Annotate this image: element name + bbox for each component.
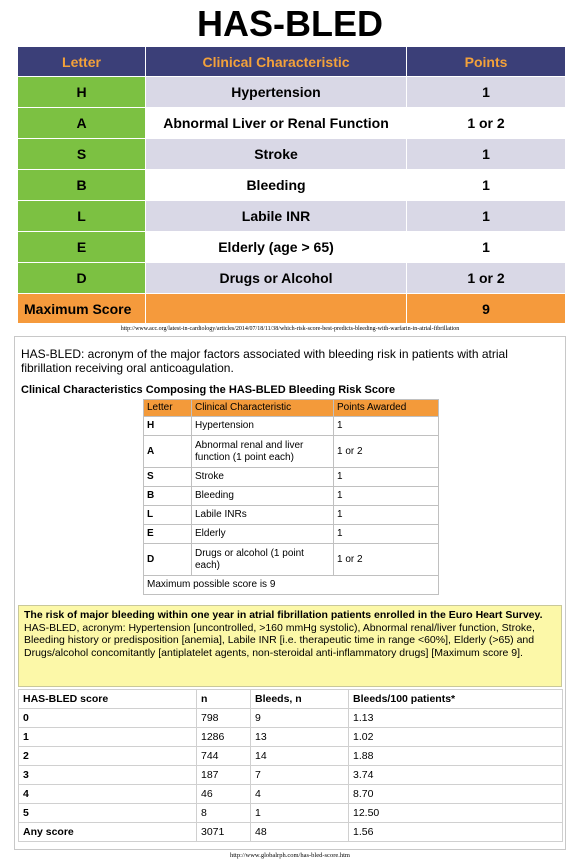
bs-n: 1286 xyxy=(197,728,251,747)
header-points: Points xyxy=(407,47,566,77)
row-points: 1 xyxy=(407,170,566,201)
bs-n: 46 xyxy=(197,785,251,804)
row-letter: S xyxy=(18,139,146,170)
bs-n: 798 xyxy=(197,709,251,728)
row-letter: B xyxy=(18,170,146,201)
risk-title: The risk of major bleeding within one year in atrial fibrillation patients enrolled in the Euro Heart Survey. xyxy=(24,609,543,621)
cc-footer: Maximum possible score is 9 xyxy=(144,576,439,595)
row-characteristic: Bleeding xyxy=(146,170,407,201)
cc-row xyxy=(144,525,439,544)
row-letter: L xyxy=(18,201,146,232)
cc-row xyxy=(144,417,439,436)
table-row xyxy=(18,108,566,139)
max-score-label: Maximum Score xyxy=(18,294,146,324)
max-score-row xyxy=(18,294,566,324)
max-score-spacer xyxy=(146,294,407,324)
cc-row-letter: B xyxy=(144,487,192,506)
row-characteristic: Stroke xyxy=(146,139,407,170)
row-characteristic: Elderly (age > 65) xyxy=(146,232,407,263)
cc-row-points: 1 xyxy=(334,468,439,487)
cc-header-row xyxy=(144,400,439,417)
cc-table-title: Clinical Characteristics Composing the HAS-BLED Bleeding Risk Score xyxy=(21,384,396,396)
bs-bleeds: 48 xyxy=(251,823,349,842)
cc-row-letter: A xyxy=(144,436,192,468)
bs-row xyxy=(19,766,563,785)
max-score-value: 9 xyxy=(407,294,566,324)
bs-n: 3071 xyxy=(197,823,251,842)
row-points: 1 xyxy=(407,139,566,170)
bs-rate: 1.02 xyxy=(349,728,563,747)
bs-rate: 12.50 xyxy=(349,804,563,823)
bs-bleeds: 14 xyxy=(251,747,349,766)
row-letter: A xyxy=(18,108,146,139)
bleeding-score-table xyxy=(18,689,563,842)
table-row xyxy=(18,263,566,294)
bs-n: 744 xyxy=(197,747,251,766)
page-title: HAS-BLED xyxy=(197,3,383,44)
table-row xyxy=(18,232,566,263)
bs-n: 8 xyxy=(197,804,251,823)
bs-bleeds: 9 xyxy=(251,709,349,728)
bs-n: 187 xyxy=(197,766,251,785)
has-bled-table xyxy=(17,46,566,324)
bs-bleeds: 13 xyxy=(251,728,349,747)
row-letter: E xyxy=(18,232,146,263)
source-url-acc[interactable]: http://www.acc.org/latest-in-cardiology/articles/2014/07/18/11/38/which-risk-score-best-predicts-bleeding-with-warfarin-in-atrial-fibrillation xyxy=(120,326,460,332)
scanned-document xyxy=(14,336,566,850)
risk-note-box xyxy=(18,605,562,687)
cc-row-letter: L xyxy=(144,506,192,525)
cc-row-points: 1 xyxy=(334,506,439,525)
cc-row xyxy=(144,468,439,487)
row-letter: D xyxy=(18,263,146,294)
row-points: 1 xyxy=(407,201,566,232)
bs-rate: 1.88 xyxy=(349,747,563,766)
cc-row xyxy=(144,436,439,468)
cc-row-points: 1 xyxy=(334,417,439,436)
cc-row-characteristic: Drugs or alcohol (1 point each) xyxy=(192,544,334,576)
bs-score: 5 xyxy=(19,804,197,823)
bs-bleeds: 4 xyxy=(251,785,349,804)
bs-header-bleeds: Bleeds, n xyxy=(251,690,349,709)
cc-row-letter: H xyxy=(144,417,192,436)
row-characteristic: Abnormal Liver or Renal Function xyxy=(146,108,407,139)
risk-body: HAS-BLED, acronym: Hypertension [uncontrolled, >160 mmHg systolic), Abnormal renal/liver function, Stroke, Bleeding history or predisposition [anemia], Labile INR [i.e. therapeutic time in range <60%], Elderly (>65) and Drugs/alcohol concomitantly [antiplatelet agents, non-steroidal anti-inflammatory drugs] [Maximum score 9]. xyxy=(24,621,535,659)
bs-header-rate: Bleeds/100 patients* xyxy=(349,690,563,709)
bs-score: 2 xyxy=(19,747,197,766)
row-characteristic: Labile INR xyxy=(146,201,407,232)
bs-rate: 1.13 xyxy=(349,709,563,728)
header-letter: Letter xyxy=(18,47,146,77)
bs-row xyxy=(19,804,563,823)
cc-row-points: 1 or 2 xyxy=(334,544,439,576)
bs-bleeds: 7 xyxy=(251,766,349,785)
table-row xyxy=(18,201,566,232)
bs-bleeds: 1 xyxy=(251,804,349,823)
row-points: 1 or 2 xyxy=(407,263,566,294)
cc-header-characteristic: Clinical Characteristic xyxy=(192,400,334,417)
bs-row xyxy=(19,747,563,766)
cc-row-points: 1 xyxy=(334,487,439,506)
bs-row xyxy=(19,785,563,804)
cc-row-characteristic: Labile INRs xyxy=(192,506,334,525)
cc-row-characteristic: Stroke xyxy=(192,468,334,487)
cc-row-letter: E xyxy=(144,525,192,544)
table-row xyxy=(18,77,566,108)
cc-row-characteristic: Abnormal renal and liver function (1 point each) xyxy=(192,436,334,468)
bs-row xyxy=(19,728,563,747)
bs-row xyxy=(19,709,563,728)
bs-rate: 8.70 xyxy=(349,785,563,804)
cc-row xyxy=(144,487,439,506)
cc-row-letter: S xyxy=(144,468,192,487)
source-url-globalrph[interactable]: http://www.globalrph.com/has-bled-score.htm xyxy=(230,852,350,859)
row-points: 1 xyxy=(407,77,566,108)
cc-row-characteristic: Hypertension xyxy=(192,417,334,436)
table-header-row xyxy=(18,47,566,77)
row-letter: H xyxy=(18,77,146,108)
bs-score: 3 xyxy=(19,766,197,785)
row-characteristic: Drugs or Alcohol xyxy=(146,263,407,294)
cc-row xyxy=(144,506,439,525)
cc-row-characteristic: Bleeding xyxy=(192,487,334,506)
cc-row xyxy=(144,544,439,576)
cc-footer-row xyxy=(144,576,439,595)
bs-score: 1 xyxy=(19,728,197,747)
bs-header-n: n xyxy=(197,690,251,709)
bs-rate: 1.56 xyxy=(349,823,563,842)
bs-row xyxy=(19,823,563,842)
cc-row-points: 1 xyxy=(334,525,439,544)
cc-header-letter: Letter xyxy=(144,400,192,417)
table-row xyxy=(18,139,566,170)
row-points: 1 or 2 xyxy=(407,108,566,139)
cc-row-letter: D xyxy=(144,544,192,576)
table-row xyxy=(18,170,566,201)
row-points: 1 xyxy=(407,232,566,263)
cc-header-points: Points Awarded xyxy=(334,400,439,417)
header-characteristic: Clinical Characteristic xyxy=(146,47,407,77)
cc-row-characteristic: Elderly xyxy=(192,525,334,544)
bs-header-score: HAS-BLED score xyxy=(19,690,197,709)
cc-row-points: 1 or 2 xyxy=(334,436,439,468)
bs-header-row xyxy=(19,690,563,709)
clinical-characteristics-table xyxy=(143,399,439,595)
acronym-description: HAS-BLED: acronym of the major factors associated with bleeding risk in patients with atrial fibrillation receiving oral anticoagulation. xyxy=(21,347,508,375)
row-characteristic: Hypertension xyxy=(146,77,407,108)
bs-score: Any score xyxy=(19,823,197,842)
bs-score: 0 xyxy=(19,709,197,728)
bs-rate: 3.74 xyxy=(349,766,563,785)
bs-score: 4 xyxy=(19,785,197,804)
